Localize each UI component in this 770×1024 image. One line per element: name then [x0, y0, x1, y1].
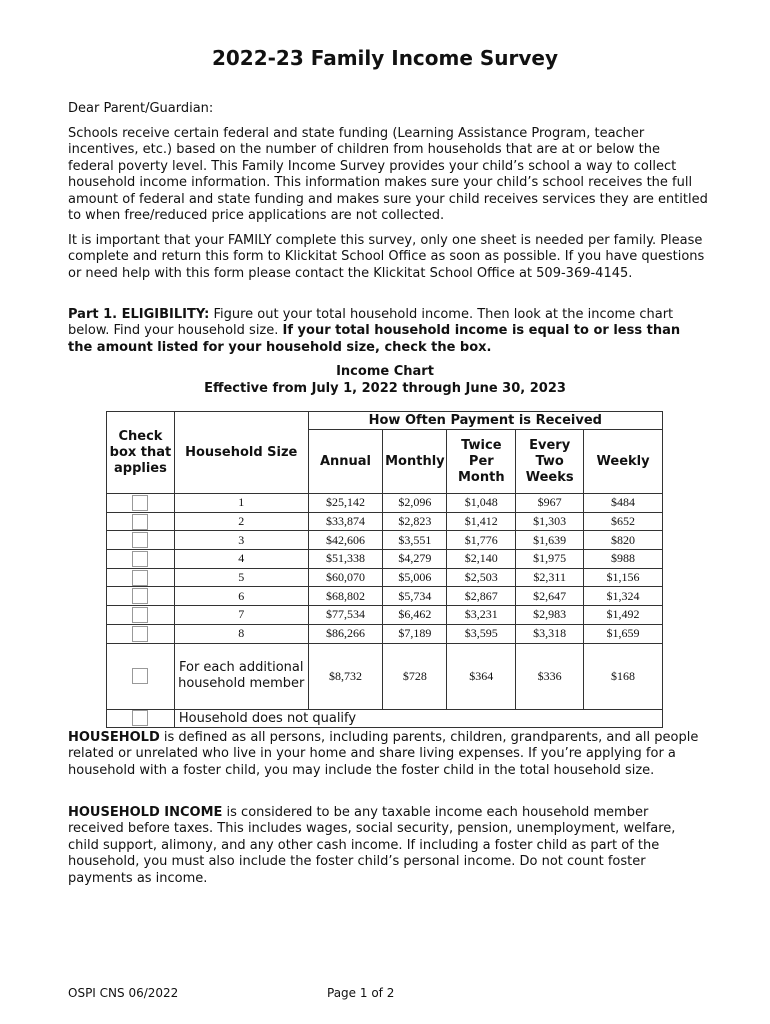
annual-cell: $42,606	[308, 531, 383, 550]
monthly-cell: $2,823	[383, 512, 447, 531]
additional-monthly: $728	[383, 643, 447, 709]
twice-per-month-cell: $3,231	[447, 606, 516, 625]
twice-per-month-cell: $1,048	[447, 494, 516, 513]
twice-per-month-cell: $2,503	[447, 568, 516, 587]
household-income-definition-text: is considered to be any taxable income each household member received before taxes. This includes wages, social security, pension, unemployment, welfare, child support, alimony, and any other cash income. If including a foster child as part of the household, you must also include the foster child’s personal income. Do not count foster payments as income.	[68, 805, 676, 886]
household-definition-text: is defined as all persons, including parents, children, grandparents, and all people related or unrelated who live in your home and share living expenses. If you’re applying for a household with a foster child, you may include the foster child in the total household size.	[68, 730, 699, 778]
weekly-cell: $484	[584, 494, 663, 513]
every-two-weeks-column-header: Every Two Weeks	[516, 430, 584, 494]
household-size-checkbox[interactable]	[132, 495, 148, 511]
annual-column-header: Annual	[308, 430, 383, 494]
weekly-cell: $988	[584, 550, 663, 569]
every-two-weeks-cell: $1,975	[516, 550, 584, 569]
household-size-checkbox[interactable]	[132, 570, 148, 586]
additional-annual: $8,732	[308, 643, 383, 709]
intro-paragraph: Schools receive certain federal and state funding (Learning Assistance Program, teacher incentives, etc.) based on the number of children from households that are at or below the federal poverty level. This Family Income Survey provides your child’s school a way to collect household income information. This information makes sure your child’s school receives the full amount of federal and state funding and makes sure your child receives services they are entitled to when free/reduced price applications are not collected.	[68, 126, 708, 224]
household-definition	[68, 730, 708, 779]
annual-cell: $77,534	[308, 606, 383, 625]
household-income-term: HOUSEHOLD INCOME	[68, 805, 223, 820]
household-size-cell: 2	[174, 512, 308, 531]
additional-member-checkbox[interactable]	[132, 668, 148, 684]
weekly-cell: $1,659	[584, 624, 663, 643]
twice-per-month-column-header: Twice Per Month	[447, 430, 516, 494]
monthly-column-header: Monthly	[383, 430, 447, 494]
every-two-weeks-cell: $3,318	[516, 624, 584, 643]
household-size-cell: 6	[174, 587, 308, 606]
annual-cell: $60,070	[308, 568, 383, 587]
table-row	[107, 568, 663, 587]
additional-member-row	[107, 643, 663, 709]
annual-cell: $68,802	[308, 587, 383, 606]
page-title: 2022-23 Family Income Survey	[211, 46, 559, 70]
additional-member-label: For each additional household member	[174, 643, 308, 709]
annual-cell: $86,266	[308, 624, 383, 643]
greeting: Dear Parent/Guardian:	[68, 101, 214, 116]
every-two-weeks-cell: $2,983	[516, 606, 584, 625]
monthly-cell: $3,551	[383, 531, 447, 550]
chart-subtitle: Effective from July 1, 2022 through June 30, 2023	[204, 381, 566, 396]
table-row	[107, 494, 663, 513]
household-size-checkbox[interactable]	[132, 532, 148, 548]
not-qualify-row	[107, 709, 663, 727]
monthly-cell: $4,279	[383, 550, 447, 569]
income-chart-table	[106, 411, 663, 728]
twice-per-month-cell: $2,867	[447, 587, 516, 606]
table-row	[107, 624, 663, 643]
monthly-cell: $5,734	[383, 587, 447, 606]
table-row	[107, 550, 663, 569]
every-two-weeks-cell: $1,639	[516, 531, 584, 550]
additional-every-two-weeks: $336	[516, 643, 584, 709]
every-two-weeks-cell: $2,647	[516, 587, 584, 606]
annual-cell: $25,142	[308, 494, 383, 513]
eligibility-label: Part 1. ELIGIBILITY:	[68, 307, 210, 322]
household-size-checkbox[interactable]	[132, 514, 148, 530]
every-two-weeks-cell: $1,303	[516, 512, 584, 531]
annual-cell: $33,874	[308, 512, 383, 531]
household-size-checkbox[interactable]	[132, 626, 148, 642]
weekly-column-header: Weekly	[584, 430, 663, 494]
monthly-cell: $6,462	[383, 606, 447, 625]
monthly-cell: $2,096	[383, 494, 447, 513]
twice-per-month-cell: $2,140	[447, 550, 516, 569]
weekly-cell: $1,324	[584, 587, 663, 606]
check-column-header: Check box that applies	[107, 412, 175, 494]
chart-title: Income Chart	[336, 364, 434, 379]
household-size-cell: 5	[174, 568, 308, 587]
family-note-paragraph: It is important that your FAMILY complete this survey, only one sheet is needed per family. Please complete and return this form to Klickitat School Office as soon as possible. If you have questions or need help with this form please contact the Klickitat School Office at 509-369-4145.	[68, 233, 705, 281]
household-size-header: Household Size	[174, 412, 308, 494]
household-term: HOUSEHOLD	[68, 730, 160, 745]
weekly-cell: $1,492	[584, 606, 663, 625]
twice-per-month-cell: $3,595	[447, 624, 516, 643]
form-code: OSPI CNS 06/2022	[68, 986, 179, 1000]
household-size-cell: 4	[174, 550, 308, 569]
household-size-cell: 3	[174, 531, 308, 550]
not-qualify-label: Household does not qualify	[174, 709, 662, 727]
household-income-definition	[68, 805, 708, 887]
payment-frequency-header: How Often Payment is Received	[308, 412, 662, 430]
household-size-checkbox[interactable]	[132, 588, 148, 604]
eligibility-paragraph	[68, 307, 708, 356]
table-row	[107, 587, 663, 606]
table-row	[107, 531, 663, 550]
page-number: Page 1 of 2	[327, 986, 395, 1000]
table-row	[107, 512, 663, 531]
household-size-checkbox[interactable]	[132, 551, 148, 567]
eligibility-text: Figure out your total household income. Then look at the income chart below. Find your household size.	[68, 307, 674, 339]
weekly-cell: $1,156	[584, 568, 663, 587]
every-two-weeks-cell: $2,311	[516, 568, 584, 587]
household-size-cell: 8	[174, 624, 308, 643]
not-qualify-checkbox[interactable]	[132, 710, 148, 726]
every-two-weeks-cell: $967	[516, 494, 584, 513]
household-size-cell: 7	[174, 606, 308, 625]
monthly-cell: $7,189	[383, 624, 447, 643]
eligibility-instruction: If your total household income is equal to or less than the amount listed for your household size, check the box.	[68, 323, 681, 355]
weekly-cell: $652	[584, 512, 663, 531]
monthly-cell: $5,006	[383, 568, 447, 587]
household-size-cell: 1	[174, 494, 308, 513]
additional-twice-per-month: $364	[447, 643, 516, 709]
annual-cell: $51,338	[308, 550, 383, 569]
twice-per-month-cell: $1,776	[447, 531, 516, 550]
household-size-checkbox[interactable]	[132, 607, 148, 623]
twice-per-month-cell: $1,412	[447, 512, 516, 531]
weekly-cell: $820	[584, 531, 663, 550]
table-row	[107, 606, 663, 625]
additional-weekly: $168	[584, 643, 663, 709]
